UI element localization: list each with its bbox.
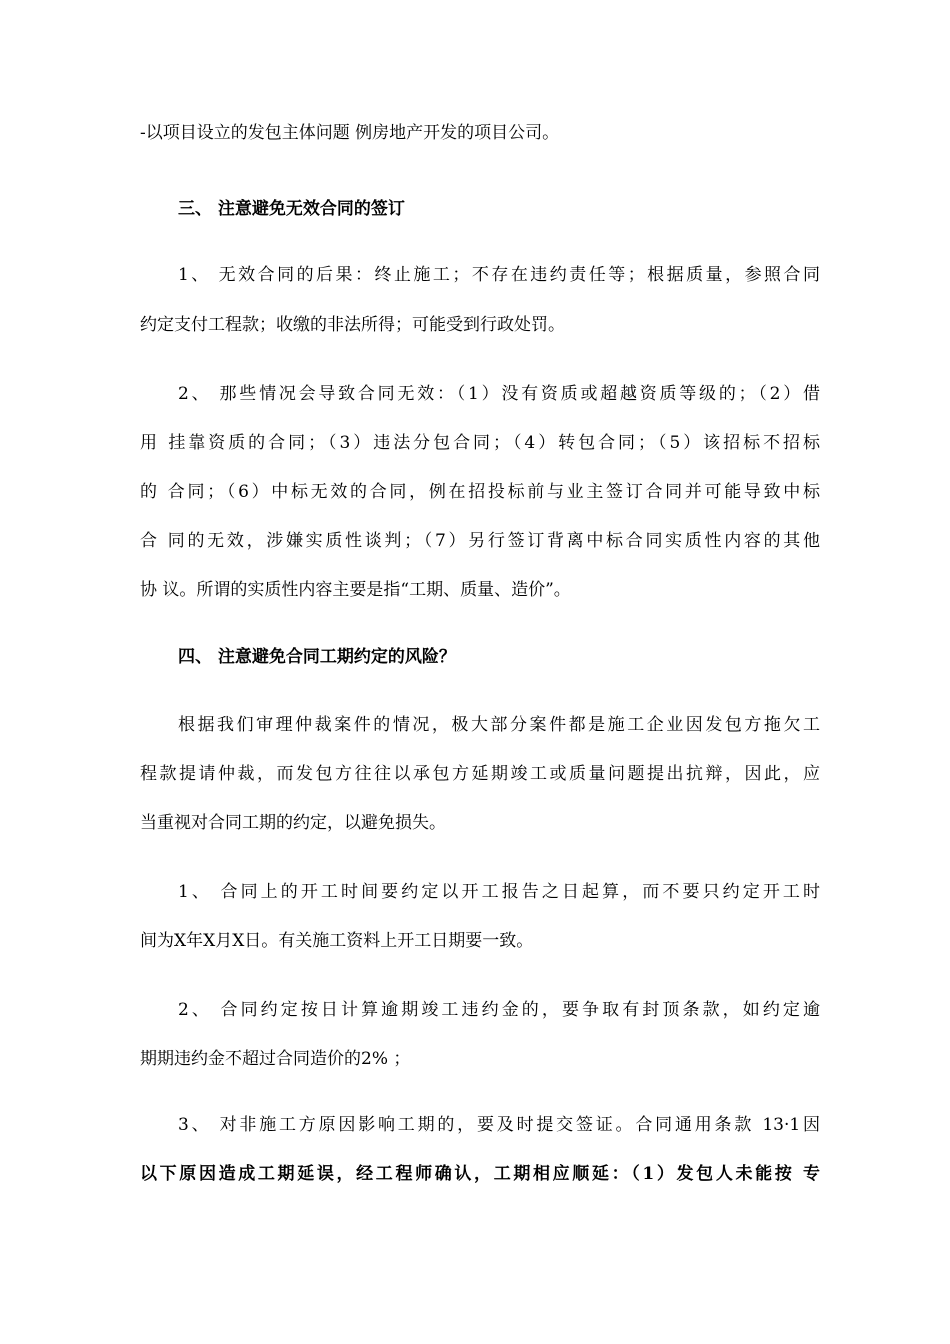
text-line: 合 同的无效，涉嫌实质性谈判；（7）另行签订背离中标合同实质性内容的其他 — [140, 531, 820, 551]
text-line: 当重视对合同工期的约定，以避免损失。 — [140, 813, 446, 833]
text-line: 约定支付工程款；收缴的非法所得；可能受到行政处罚。 — [140, 315, 565, 335]
section-heading-4: 四、 注意避免合同工期约定的风险？ — [178, 647, 456, 667]
text-line: 3、 对非施工方原因影响工期的，要及时提交签证。合同通用条款 13·1因 — [178, 1115, 820, 1135]
text-line: 间为X年X月X日。有关施工资料上开工日期要一致。 — [140, 931, 534, 951]
text-line: 协 议。所谓的实质性内容主要是指“工期、质量、造价”。 — [140, 580, 571, 600]
text-line: 1、 合同上的开工时间要约定以开工报告之日起算，而不要只约定开工时 — [178, 882, 820, 902]
text-line: 期期违约金不超过合同造价的2% ； — [140, 1049, 411, 1069]
text-line: 根据我们审理仲裁案件的情况，极大部分案件都是施工企业因发包方拖欠工 — [178, 715, 820, 735]
text-line-bold: 以下原因造成工期延误，经工程师确认，工期相应顺延：（1）发包人未能按 专 — [140, 1164, 820, 1184]
text-line: 用 挂靠资质的合同；（3）违法分包合同；（4）转包合同；（5）该招标不招标 — [140, 433, 820, 453]
text-line: 的 合同；（6）中标无效的合同，例在招投标前与业主签订合同并可能导致中标 — [140, 482, 820, 502]
text-line: 1、 无效合同的后果：终止施工；不存在违约责任等；根据质量，参照合同 — [178, 265, 820, 285]
text-line: 2、 合同约定按日计算逾期竣工违约金的，要争取有封顶条款，如约定逾 — [178, 1000, 820, 1020]
text-line: -以项目设立的发包主体问题 例房地产开发的项目公司。 — [140, 123, 560, 143]
text-line: 2、 那些情况会导致合同无效：（1）没有资质或超越资质等级的；（2）借 — [178, 384, 820, 404]
section-heading-3: 三、 注意避免无效合同的签订 — [178, 199, 405, 219]
text-line: 程款提请仲裁，而发包方往往以承包方延期竣工或质量问题提出抗辩，因此，应 — [140, 764, 820, 784]
